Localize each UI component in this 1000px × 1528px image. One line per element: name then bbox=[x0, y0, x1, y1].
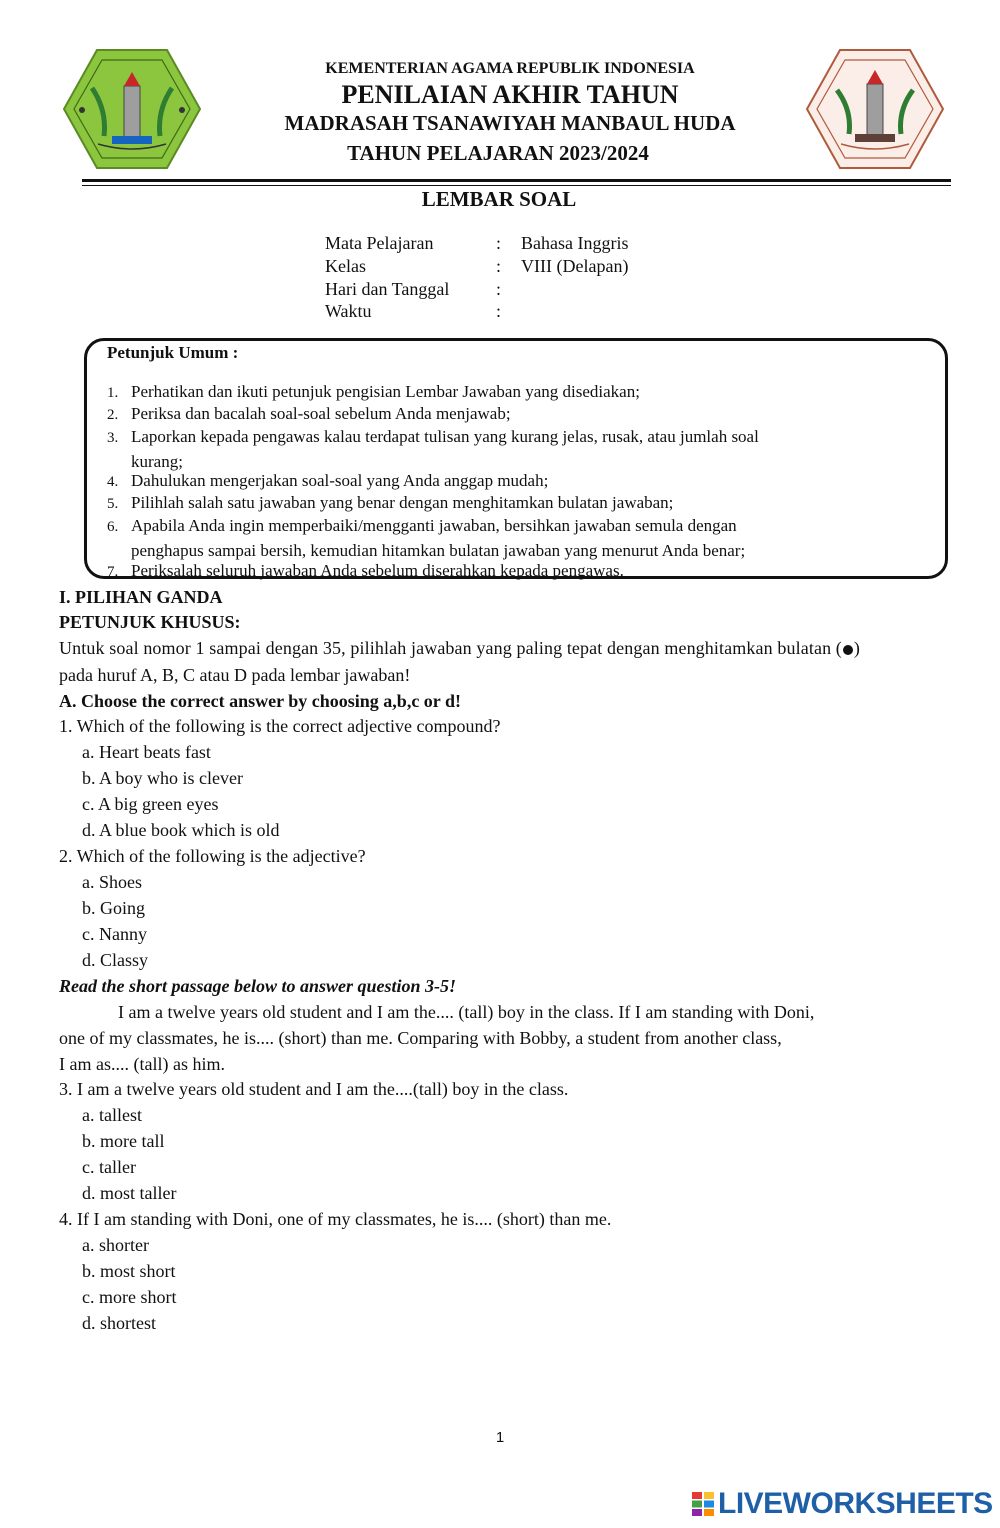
answer-option[interactable]: b. A boy who is clever bbox=[82, 768, 243, 788]
info-colon: : bbox=[496, 233, 502, 253]
general-instructions-title: Petunjuk Umum : bbox=[107, 343, 239, 362]
answer-option[interactable]: c. A big green eyes bbox=[82, 794, 219, 814]
special-text-end: ) bbox=[853, 638, 861, 658]
info-label: Waktu bbox=[325, 301, 372, 321]
answer-option[interactable]: a. shorter bbox=[82, 1235, 149, 1255]
liveworksheets-logo-icon bbox=[692, 1492, 714, 1516]
instruction-number: 3. bbox=[107, 430, 119, 446]
info-label: Kelas bbox=[325, 256, 366, 276]
answer-option[interactable]: b. more tall bbox=[82, 1131, 165, 1151]
answer-option[interactable]: a. Heart beats fast bbox=[82, 742, 211, 762]
question-text: 3. I am a twelve years old student and I am the....(tall) boy in the class. bbox=[59, 1079, 569, 1099]
answer-option[interactable]: c. more short bbox=[82, 1287, 177, 1307]
instruction-item bbox=[107, 514, 745, 562]
instruction-text: Perhatikan dan ikuti petunjuk pengisian Lembar Jawaban yang disediakan; bbox=[131, 382, 640, 401]
answer-option[interactable]: d. A blue book which is old bbox=[82, 820, 280, 840]
academic-year: TAHUN PELAJARAN 2023/2024 bbox=[347, 141, 649, 165]
passage-line: one of my classmates, he is.... (short) than me. Comparing with Bobby, a student from another class, bbox=[59, 1028, 782, 1048]
instruction-item bbox=[107, 491, 673, 516]
instruction-text: Laporkan kepada pengawas kalau terdapat tulisan yang kurang jelas, rusak, atau jumlah soal bbox=[131, 427, 759, 446]
passage-line: I am a twelve years old student and I am the.... (tall) boy in the class. If I am standing with Doni, bbox=[118, 1002, 815, 1022]
instruction-number: 4. bbox=[107, 474, 119, 490]
header-divider-thin bbox=[82, 185, 951, 186]
answer-option[interactable]: b. Going bbox=[82, 898, 145, 918]
info-label: Hari dan Tanggal bbox=[325, 279, 450, 299]
exam-title: PENILAIAN AKHIR TAHUN bbox=[341, 80, 679, 109]
instruction-text: Apabila Anda ingin memperbaiki/mengganti jawaban, bersihkan jawaban semula dengan bbox=[131, 516, 737, 535]
answer-option[interactable]: c. taller bbox=[82, 1157, 136, 1177]
question-text: 2. Which of the following is the adjective? bbox=[59, 846, 366, 866]
info-colon: : bbox=[496, 301, 502, 321]
info-value: VIII (Delapan) bbox=[521, 256, 629, 276]
info-colon: : bbox=[496, 256, 502, 276]
instruction-text: Periksa dan bacalah soal-soal sebelum Anda menjawab; bbox=[131, 404, 511, 423]
answer-option[interactable]: c. Nanny bbox=[82, 924, 147, 944]
page-number: 1 bbox=[495, 1429, 505, 1446]
instruction-text: Dahulukan mengerjakan soal-soal yang Anda anggap mudah; bbox=[131, 471, 549, 490]
brand-text: LIVEWORKSHEETS bbox=[718, 1487, 993, 1520]
instruction-number: 5. bbox=[107, 496, 119, 512]
instruction-number: 6. bbox=[107, 519, 119, 535]
question-text: 4. If I am standing with Doni, one of my classmates, he is.... (short) than me. bbox=[59, 1209, 612, 1229]
ministry-name: KEMENTERIAN AGAMA REPUBLIK INDONESIA bbox=[325, 60, 695, 77]
info-value: Bahasa Inggris bbox=[521, 233, 629, 253]
special-instructions-text-2: pada huruf A, B, C atau D pada lembar jawaban! bbox=[59, 665, 411, 685]
school-name: MADRASAH TSANAWIYAH MANBAUL HUDA bbox=[284, 111, 736, 135]
info-colon: : bbox=[496, 279, 502, 299]
instruction-number: 2. bbox=[107, 407, 119, 423]
instruction-text: Periksalah seluruh jawaban Anda sebelum diserahkan kepada pengawas. bbox=[131, 561, 624, 580]
part-a-instruction: A. Choose the correct answer by choosing a,b,c or d! bbox=[59, 691, 461, 711]
answer-option[interactable]: a. Shoes bbox=[82, 872, 142, 892]
instruction-number: 1. bbox=[107, 385, 119, 401]
instruction-item bbox=[107, 402, 511, 427]
question-text: 1. Which of the following is the correct adjective compound? bbox=[59, 716, 501, 736]
instruction-text: Pilihlah salah satu jawaban yang benar dengan menghitamkan bulatan jawaban; bbox=[131, 493, 674, 512]
header-divider-thick bbox=[82, 179, 951, 182]
section-heading: I. PILIHAN GANDA bbox=[59, 587, 223, 607]
sheet-title: LEMBAR SOAL bbox=[421, 187, 577, 211]
answer-option[interactable]: a. tallest bbox=[82, 1105, 142, 1125]
special-instructions-title: PETUNJUK KHUSUS: bbox=[59, 612, 241, 632]
special-instructions-text bbox=[59, 637, 860, 659]
info-label: Mata Pelajaran bbox=[325, 233, 434, 253]
special-text-part: Untuk soal nomor 1 sampai dengan 35, pilihlah jawaban yang paling tepat dengan menghitamkan bulatan ( bbox=[59, 638, 842, 658]
answer-option[interactable]: d. shortest bbox=[82, 1313, 156, 1333]
instruction-item bbox=[107, 559, 624, 584]
passage-line: I am as.... (tall) as him. bbox=[59, 1054, 225, 1074]
instruction-item bbox=[107, 425, 759, 473]
instruction-text-continued: penghapus sampai bersih, kemudian hitamkan bulatan jawaban yang menurut Anda benar; bbox=[131, 541, 746, 560]
answer-option[interactable]: d. most taller bbox=[82, 1183, 177, 1203]
answer-option[interactable]: b. most short bbox=[82, 1261, 176, 1281]
filled-circle-icon bbox=[843, 645, 853, 655]
instruction-text-continued: kurang; bbox=[131, 452, 183, 471]
passage-instruction: Read the short passage below to answer question 3-5! bbox=[59, 976, 457, 996]
instruction-number: 7. bbox=[107, 564, 119, 580]
answer-option[interactable]: d. Classy bbox=[82, 950, 149, 970]
